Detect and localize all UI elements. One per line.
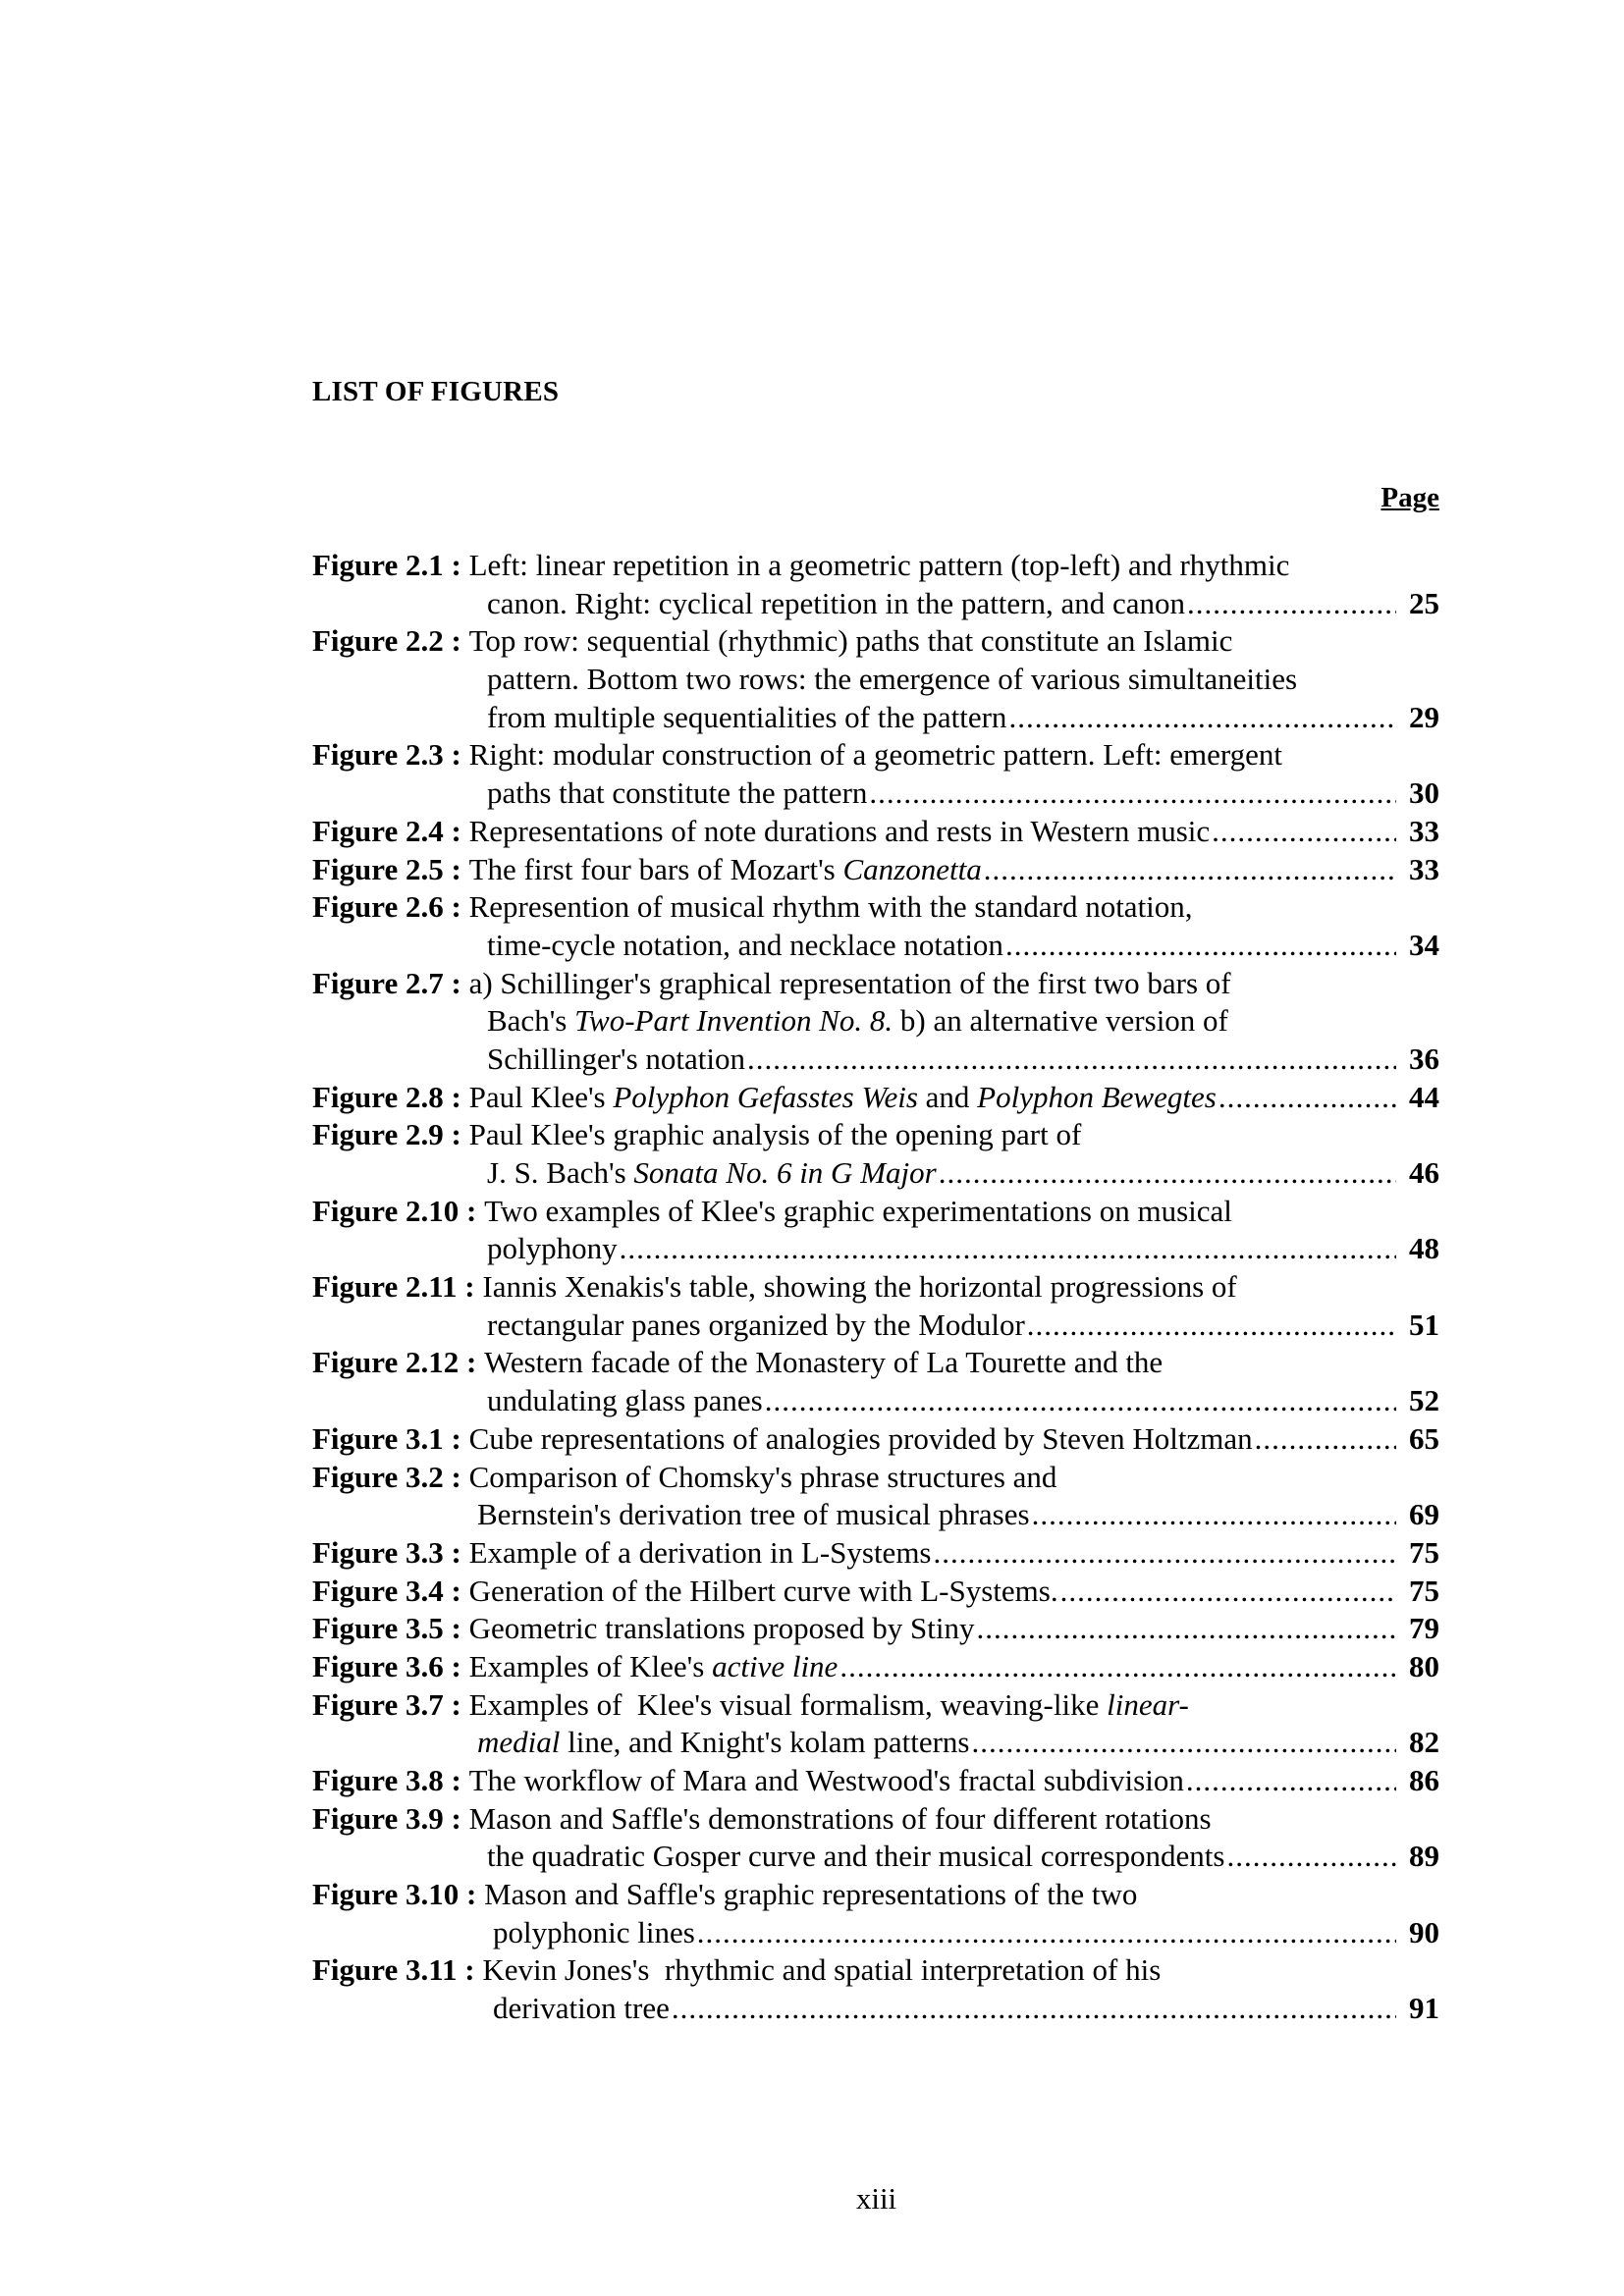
list-item [312,1116,1439,1154]
figure-caption-italic: Sonata No. 6 in G Major [633,1155,937,1190]
dot-leader [1187,585,1396,623]
figure-caption: polyphony [487,1231,618,1266]
figure-caption: Bernstein's derivation tree of musical phrases [477,1497,1030,1532]
figure-caption: Bach's [487,1003,568,1039]
list-item [312,1762,1439,1800]
figure-caption: The first four bars of Mozart's [468,851,836,886]
list-item [312,1459,1439,1497]
figure-number: Figure 3.3 : [312,1534,461,1570]
page-number: 75 [1409,1534,1439,1570]
figure-caption-italic: medial [477,1725,561,1760]
list-item [312,1686,1439,1725]
figure-caption-italic: Canzonetta [842,851,982,886]
list-item [312,1573,1439,1611]
figure-caption: Paul Klee's [468,1079,606,1114]
page-number: 36 [1409,1041,1439,1076]
figure-caption: Iannis Xenakis's table, showing the horizontal progressions of [482,1269,1237,1305]
dot-leader [869,774,1396,813]
page-number: 29 [1409,699,1439,734]
page-number: 75 [1409,1573,1439,1608]
figure-caption: Representations of note durations and rests in Western music [468,813,1211,848]
figure-number: Figure 2.9 : [312,1117,461,1152]
figure-caption: rectangular panes organized by the Modulor [487,1307,1025,1342]
figure-caption-italic: linear- [1107,1686,1189,1722]
figure-number: Figure 3.6 : [312,1648,461,1683]
figure-caption: paths that constitute the pattern [487,775,868,811]
figure-caption: Examples of Klee's [468,1648,705,1683]
figure-caption: Represention of musical rhythm with the standard notation, [468,889,1193,925]
figure-number: Figure 2.7 : [312,965,461,1000]
page-number: 82 [1409,1725,1439,1760]
list-item [312,965,1439,1003]
list-item-continuation [312,1307,1439,1345]
page-number: 52 [1409,1383,1439,1418]
page-number: 30 [1409,775,1439,811]
list-item-continuation [312,1382,1439,1420]
page-column-label: Page [1380,482,1439,513]
figure-caption: from multiple sequentialities of the pattern [487,699,1007,734]
figure-caption: Top row: sequential (rhythmic) paths that constitute an Islamic [468,623,1233,659]
figure-number: Figure 3.10 : [312,1877,477,1912]
figure-number: Figure 2.11 : [312,1269,475,1305]
page-folio: xiii [855,2181,897,2216]
list-item [312,1344,1439,1382]
list-item-continuation [312,1496,1439,1534]
dot-leader [1226,1838,1396,1876]
figure-number: Figure 3.8 : [312,1763,461,1797]
figure-caption: and [925,1079,970,1114]
dot-leader [1060,1573,1396,1611]
figure-caption-italic: active line [712,1648,839,1683]
dot-leader [1032,1496,1396,1534]
page-number: 33 [1409,851,1439,886]
figure-number: Figure 2.4 : [312,813,461,848]
dot-leader [1186,1762,1396,1800]
figure-caption: polyphonic lines [493,1914,695,1949]
figure-number: Figure 2.5 : [312,851,461,886]
dot-leader [672,1990,1396,2028]
figure-caption: Cube representations of analogies provided by Steven Holtzman [468,1420,1253,1456]
list-item-continuation [312,585,1439,623]
list-item-continuation [312,774,1439,813]
list-item [312,1268,1439,1307]
list-item [312,622,1439,661]
page-number: 25 [1409,585,1439,620]
page-number: 34 [1409,927,1439,962]
dot-leader [972,1724,1397,1762]
dot-leader [839,1648,1396,1686]
figure-caption: time-cycle notation, and necklace notation [487,927,1003,962]
figure-number: Figure 3.9 : [312,1800,461,1836]
dot-leader [1212,813,1396,851]
dot-leader [1005,927,1396,965]
figure-number: Figure 3.11 : [312,1952,475,1988]
figure-caption: b) an alternative version of [899,1003,1228,1039]
page-number: 65 [1409,1420,1439,1456]
figure-caption: line, and Knight's kolam patterns [568,1725,970,1760]
figure-caption: Paul Klee's graphic analysis of the opening part of [468,1117,1082,1152]
figure-caption: Right: modular construction of a geometric pattern. Left: emergent [468,737,1282,773]
list-item [312,1800,1439,1839]
figure-number: Figure 3.4 : [312,1573,461,1608]
figure-caption: Two examples of Klee's graphic experimentations on musical [484,1193,1232,1228]
page-number: 48 [1409,1231,1439,1266]
dot-leader [765,1382,1396,1420]
figure-number: Figure 3.5 : [312,1611,461,1646]
list-item [312,813,1439,851]
figure-caption: Schillinger's notation [487,1041,746,1076]
list-item-continuation [312,1002,1439,1041]
figure-caption-italic: Two-Part Invention No. 8. [574,1003,893,1039]
figure-number: Figure 3.7 : [312,1686,461,1722]
figure-caption: pattern. Bottom two rows: the emergence of various simultaneities [487,662,1298,697]
page-number: 79 [1409,1611,1439,1646]
figure-caption: derivation tree [493,1991,670,2026]
figure-caption-italic: Polyphon Bewegtes [977,1079,1217,1114]
list-item [312,888,1439,927]
list-item [312,851,1439,889]
figure-number: Figure 3.2 : [312,1459,461,1494]
figure-caption: Example of a derivation in L-Systems [468,1534,932,1570]
figure-caption: Mason and Saffle's graphic representations of the two [484,1877,1138,1912]
dot-leader [976,1610,1396,1648]
figure-caption: the quadratic Gosper curve and their musical correspondents [487,1839,1225,1874]
dot-leader [697,1914,1396,1952]
list-item-continuation [312,927,1439,965]
page-number: 33 [1409,813,1439,848]
figures-list [312,547,1439,2028]
list-item [312,1951,1439,1990]
list-item [312,1876,1439,1914]
figure-caption: undulating glass panes [487,1383,763,1418]
dot-leader [939,1154,1396,1193]
list-item [312,1079,1439,1117]
list-item-continuation [312,1230,1439,1268]
figure-number: Figure 2.12 : [312,1345,477,1380]
figure-number: Figure 2.2 : [312,623,461,659]
figure-caption: canon. Right: cyclical repetition in the pattern, and canon [487,585,1186,620]
list-item [312,1648,1439,1686]
dot-leader [1255,1420,1396,1459]
dot-leader [1027,1307,1396,1345]
page-number: 86 [1409,1763,1439,1797]
list-item [312,736,1439,774]
list-item-continuation [312,1914,1439,1952]
figure-caption: Generation of the Hilbert curve with L-Systems. [468,1573,1058,1608]
figure-caption: Left: linear repetition in a geometric pattern (top-left) and rhythmic [468,548,1290,582]
figure-number: Figure 3.1 : [312,1420,461,1456]
figure-number: Figure 2.1 : [312,548,461,582]
figure-caption: Examples of Klee's visual formalism, weaving-like [468,1686,1100,1722]
list-item-continuation [312,1154,1439,1193]
list-item-continuation [312,1990,1439,2028]
figure-number: Figure 2.3 : [312,737,461,773]
dot-leader [1218,1079,1396,1117]
figure-caption-italic: Polyphon Gefasstes Weis [613,1079,918,1114]
figure-caption: Kevin Jones's rhythmic and spatial interpretation of his [482,1952,1162,1988]
page-number: 51 [1409,1307,1439,1342]
figure-caption: J. S. Bach's [487,1155,626,1190]
figure-caption: a) Schillinger's graphical representation of the first two bars of [468,965,1231,1000]
list-item [312,1420,1439,1459]
figure-number: Figure 2.10 : [312,1193,477,1228]
dot-leader [620,1230,1396,1268]
figure-caption: Western facade of the Monastery of La Tourette and the [484,1345,1164,1380]
figure-number: Figure 2.8 : [312,1079,461,1114]
page-heading: LIST OF FIGURES [312,376,560,407]
list-item [312,1534,1439,1573]
figure-caption: Geometric translations proposed by Stiny [468,1611,975,1646]
dot-leader [934,1534,1397,1573]
page-number: 46 [1409,1155,1439,1190]
list-item-continuation [312,699,1439,737]
list-item-continuation [312,661,1439,699]
page-number: 89 [1409,1839,1439,1874]
figure-caption: The workflow of Mara and Westwood's fractal subdivision [468,1763,1184,1797]
page-number: 69 [1409,1497,1439,1532]
list-item [312,1193,1439,1231]
figure-number: Figure 2.6 : [312,889,461,925]
figure-caption: Comparison of Chomsky's phrase structures and [468,1459,1057,1494]
page-number: 80 [1409,1648,1439,1683]
dot-leader [984,851,1396,889]
list-item [312,547,1439,585]
list-item [312,1610,1439,1648]
dot-leader [747,1041,1396,1079]
list-item-continuation [312,1838,1439,1876]
figure-caption: Mason and Saffle's demonstrations of four different rotations [468,1800,1212,1836]
list-item-continuation [312,1041,1439,1079]
page-number: 91 [1409,1991,1439,2026]
list-item-continuation [312,1724,1439,1762]
page-number: 90 [1409,1914,1439,1949]
page-number: 44 [1409,1079,1439,1114]
dot-leader [1008,699,1396,737]
